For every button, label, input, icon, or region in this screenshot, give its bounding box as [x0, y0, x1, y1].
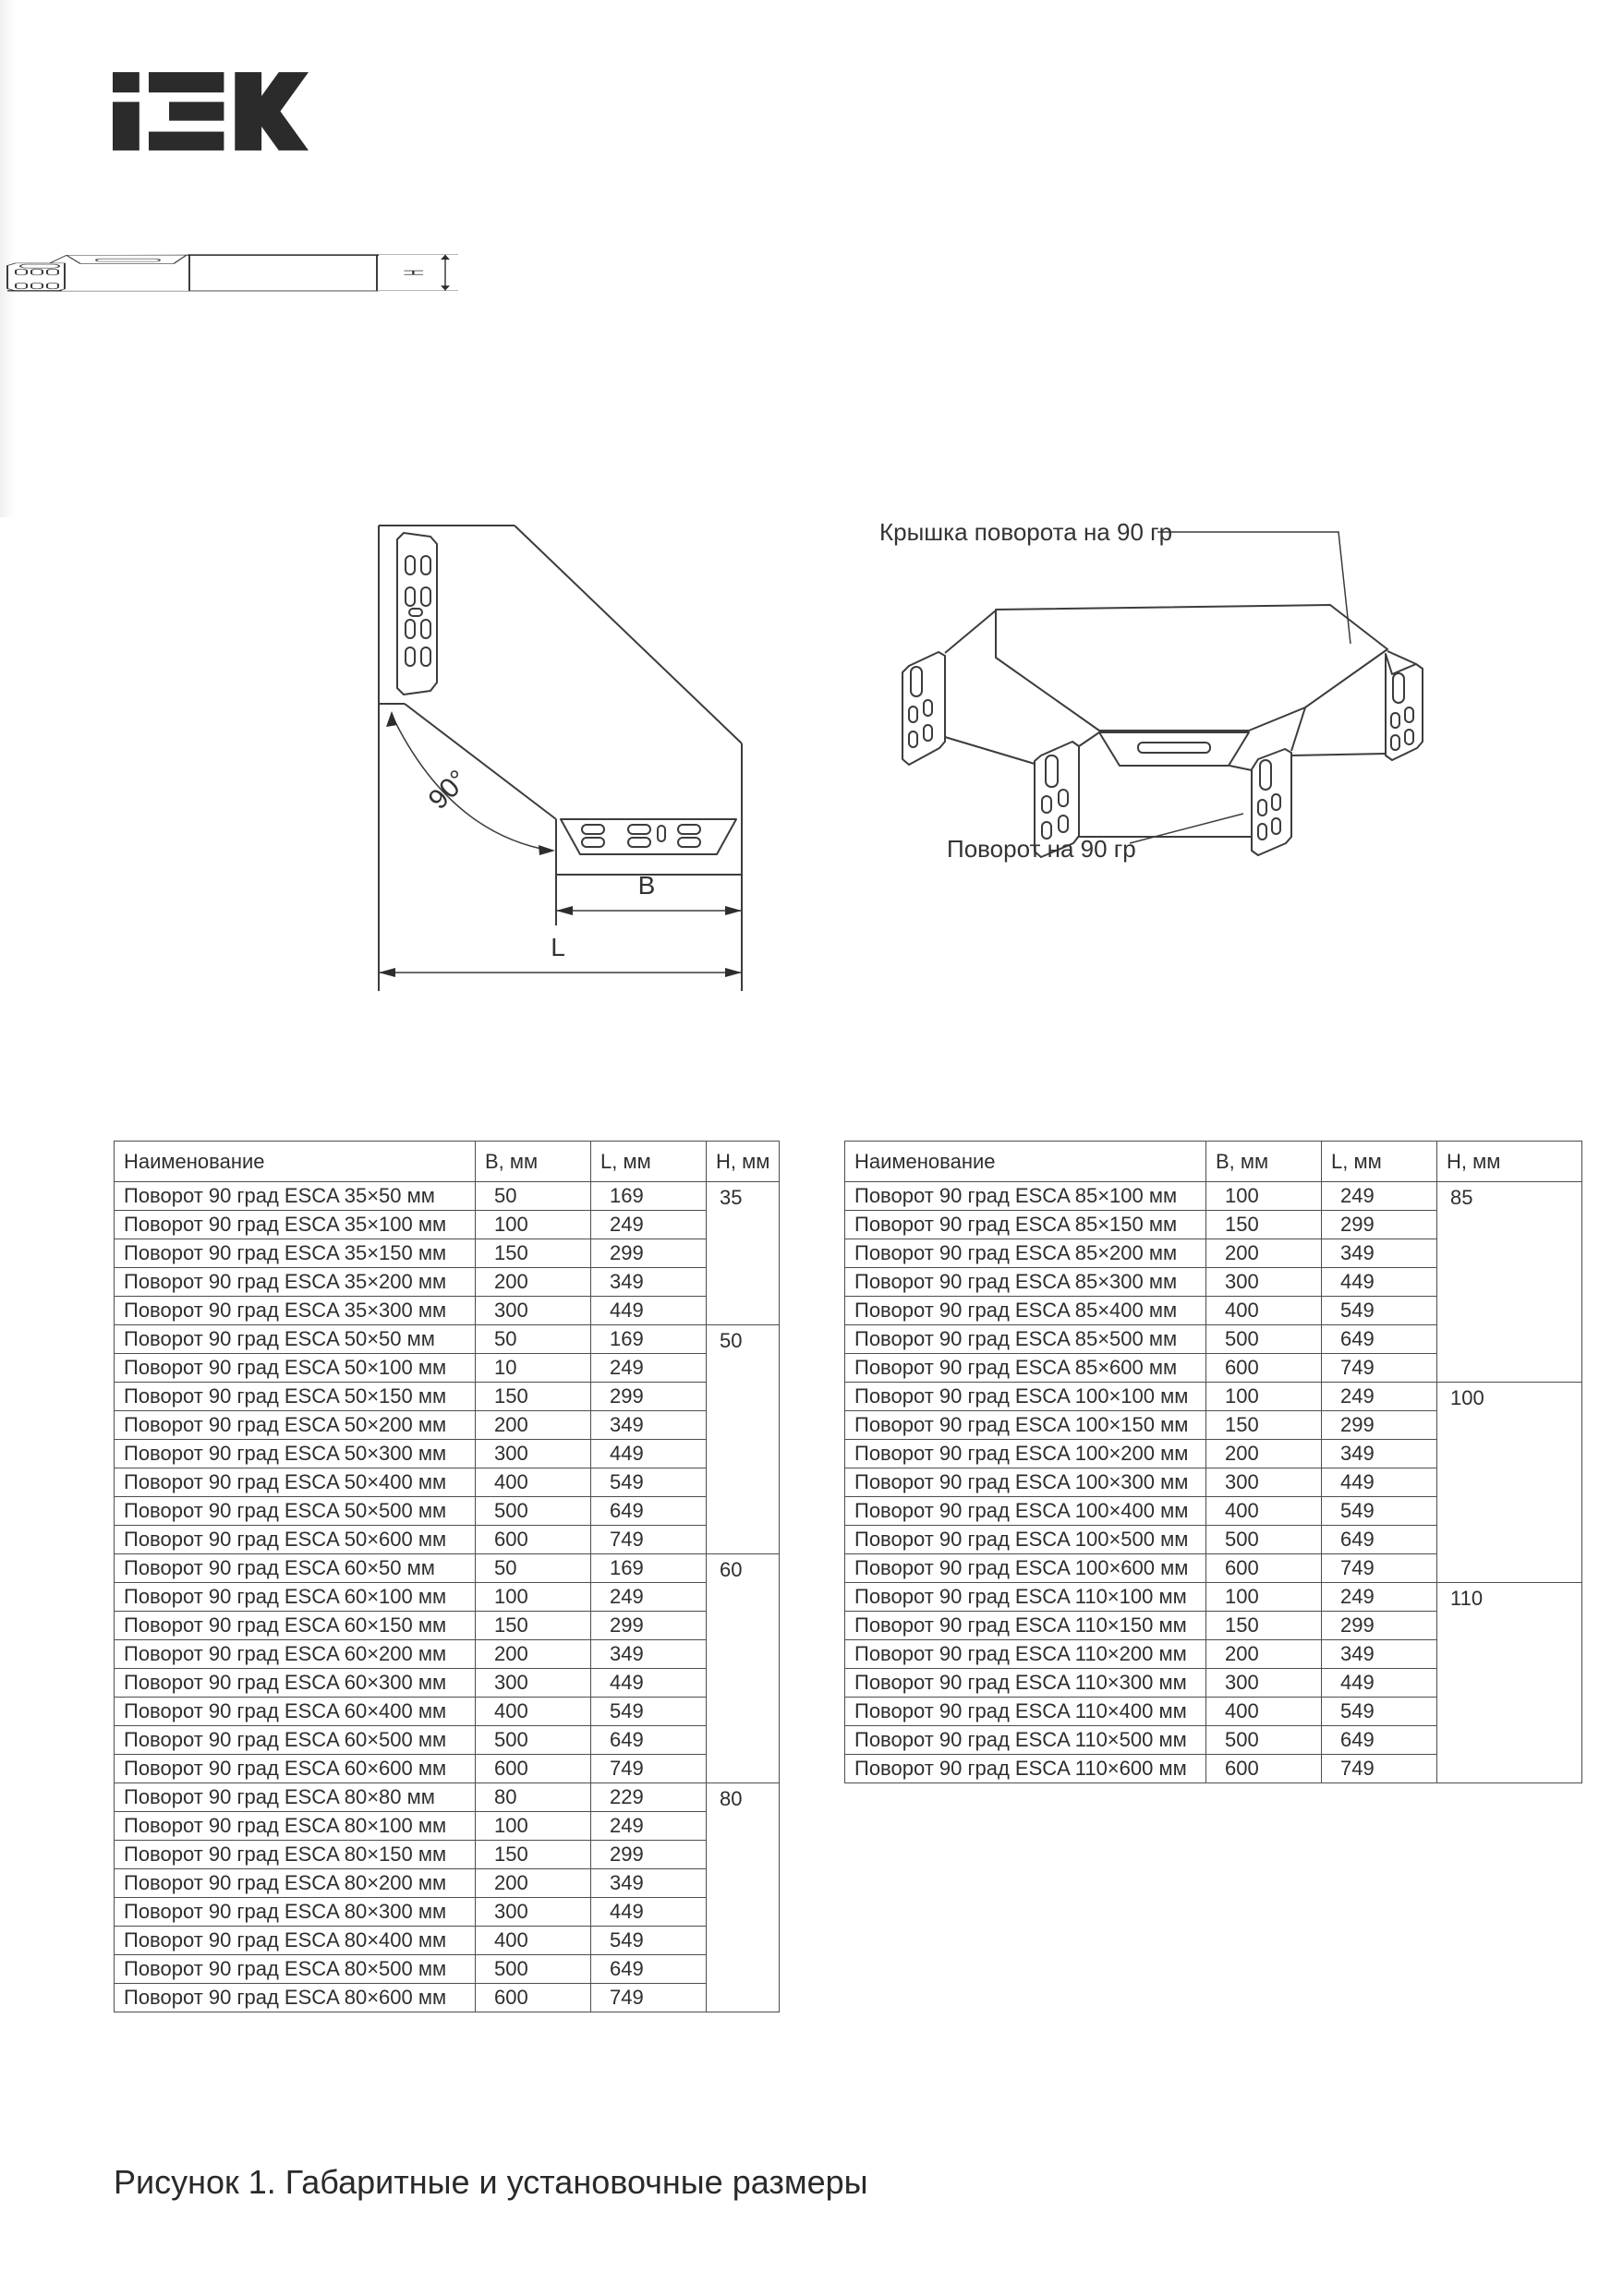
table-cell: 349	[1322, 1640, 1437, 1669]
figure-caption: Рисунок 1. Габаритные и установочные размеры	[114, 2163, 868, 2201]
table-row	[115, 1841, 780, 1869]
table-cell: Поворот 90 град ESCA 50×100 мм	[115, 1354, 476, 1383]
table-cell: Поворот 90 град ESCA 80×300 мм	[115, 1898, 476, 1927]
table-cell: Поворот 90 град ESCA 110×300 мм	[845, 1669, 1206, 1698]
table-cell: 299	[1322, 1411, 1437, 1440]
table-row	[115, 1640, 780, 1669]
table-cell: 200	[476, 1640, 591, 1669]
table-cell: 249	[591, 1583, 707, 1612]
table-row	[115, 1869, 780, 1898]
table-cell: 449	[1322, 1468, 1437, 1497]
table-cell: Поворот 90 град ESCA 100×400 мм	[845, 1497, 1206, 1526]
table-row	[115, 1182, 780, 1211]
header-l: L, мм	[1322, 1142, 1437, 1182]
table-cell: Поворот 90 град ESCA 80×150 мм	[115, 1841, 476, 1869]
table-cell: 169	[591, 1554, 707, 1583]
table-cell: 80	[707, 1783, 780, 2012]
table-cell: Поворот 90 град ESCA 100×150 мм	[845, 1411, 1206, 1440]
table-cell: 649	[1322, 1526, 1437, 1554]
table-cell: Поворот 90 град ESCA 100×200 мм	[845, 1440, 1206, 1468]
table-cell: Поворот 90 град ESCA 50×300 мм	[115, 1440, 476, 1468]
table-cell: 299	[591, 1383, 707, 1411]
table-cell: Поворот 90 град ESCA 85×500 мм	[845, 1325, 1206, 1354]
table-cell: 249	[1322, 1383, 1437, 1411]
table-cell: 300	[476, 1440, 591, 1468]
table-cell: Поворот 90 град ESCA 60×50 мм	[115, 1554, 476, 1583]
table-cell: 150	[476, 1841, 591, 1869]
table-cell: 150	[476, 1239, 591, 1268]
table-row	[115, 1755, 780, 1783]
isometric-drawing	[868, 508, 1506, 887]
cover-leader-line	[1157, 532, 1351, 644]
table-cell: 200	[1206, 1640, 1322, 1669]
table-cell: 200	[476, 1268, 591, 1297]
table-cell: Поворот 90 град ESCA 100×500 мм	[845, 1526, 1206, 1554]
table-cell: 80	[476, 1783, 591, 1812]
table-cell: Поворот 90 град ESCA 60×150 мм	[115, 1612, 476, 1640]
table-cell: Поворот 90 град ESCA 60×600 мм	[115, 1755, 476, 1783]
table-cell: 85	[1437, 1182, 1582, 1383]
table-row	[115, 1239, 780, 1268]
table-row	[115, 1325, 780, 1354]
table-cell: 100	[1206, 1583, 1322, 1612]
table-cell: 549	[1322, 1297, 1437, 1325]
table-cell: 169	[591, 1325, 707, 1354]
table-cell: 300	[1206, 1268, 1322, 1297]
table-cell: Поворот 90 град ESCA 85×150 мм	[845, 1211, 1206, 1239]
table-cell: Поворот 90 град ESCA 60×500 мм	[115, 1726, 476, 1755]
table-cell: 500	[1206, 1526, 1322, 1554]
table-cell: 50	[476, 1182, 591, 1211]
table-cell: Поворот 90 град ESCA 50×50 мм	[115, 1325, 476, 1354]
table-row	[115, 1726, 780, 1755]
end-plate-left-outline	[397, 533, 437, 695]
turn-leader-line	[1130, 814, 1243, 843]
table-row	[115, 1612, 780, 1640]
table-cell: 100	[476, 1812, 591, 1841]
table-cell: 200	[1206, 1239, 1322, 1268]
cover-callout-label: Крышка поворота на 90 гр	[879, 518, 1173, 546]
table-cell: Поворот 90 град ESCA 80×600 мм	[115, 1984, 476, 2012]
table-row	[845, 1583, 1582, 1612]
table-cell: 749	[591, 1984, 707, 2012]
table-cell: 300	[1206, 1468, 1322, 1497]
table-cell: Поворот 90 град ESCA 60×100 мм	[115, 1583, 476, 1612]
table-row	[115, 1927, 780, 1955]
table-cell: Поворот 90 град ESCA 85×200 мм	[845, 1239, 1206, 1268]
table-cell: 649	[1322, 1726, 1437, 1755]
table-cell: 749	[1322, 1354, 1437, 1383]
table-cell: Поворот 90 град ESCA 110×100 мм	[845, 1583, 1206, 1612]
table-cell: 449	[591, 1669, 707, 1698]
table-cell: Поворот 90 град ESCA 50×150 мм	[115, 1383, 476, 1411]
table-cell: 150	[476, 1383, 591, 1411]
table-row	[115, 1211, 780, 1239]
table-cell: 100	[1437, 1383, 1582, 1583]
table-cell: 150	[1206, 1411, 1322, 1440]
header-b: B, мм	[1206, 1142, 1322, 1182]
table-cell: 169	[591, 1182, 707, 1211]
table-cell: 249	[1322, 1583, 1437, 1612]
table-cell: 649	[591, 1497, 707, 1526]
table-cell: 249	[1322, 1182, 1437, 1211]
table-cell: 400	[1206, 1497, 1322, 1526]
table-cell: 449	[591, 1898, 707, 1927]
table-cell: 600	[476, 1755, 591, 1783]
table-cell: 299	[591, 1612, 707, 1640]
table-cell: 299	[1322, 1211, 1437, 1239]
table-cell: 200	[1206, 1440, 1322, 1468]
table-cell: 35	[707, 1182, 780, 1325]
table-cell: Поворот 90 град ESCA 100×100 мм	[845, 1383, 1206, 1411]
table-row	[115, 1955, 780, 1984]
header-h: H, мм	[1437, 1142, 1582, 1182]
table-cell: 449	[1322, 1669, 1437, 1698]
table-cell: 10	[476, 1354, 591, 1383]
table-cell: 600	[1206, 1755, 1322, 1783]
dimensions-table-right	[844, 1141, 1582, 1783]
table-cell: 749	[1322, 1755, 1437, 1783]
table-cell: 749	[591, 1526, 707, 1554]
dimensions-table-left	[114, 1141, 780, 2012]
table-cell: Поворот 90 град ESCA 60×300 мм	[115, 1669, 476, 1698]
table-cell: 349	[591, 1869, 707, 1898]
tray-body-outline	[189, 255, 377, 291]
table-cell: 349	[591, 1268, 707, 1297]
table-header-row	[115, 1142, 780, 1182]
table-cell: Поворот 90 град ESCA 85×100 мм	[845, 1182, 1206, 1211]
table-cell: 200	[476, 1411, 591, 1440]
cover-flange-outline	[67, 255, 187, 263]
table-cell: 600	[476, 1984, 591, 2012]
table-cell: 500	[1206, 1726, 1322, 1755]
table-cell: 200	[476, 1869, 591, 1898]
table-cell: 249	[591, 1812, 707, 1841]
table-row	[115, 1669, 780, 1698]
angle-arc	[392, 715, 551, 851]
table-cell: 100	[476, 1583, 591, 1612]
table-cell: Поворот 90 град ESCA 35×100 мм	[115, 1211, 476, 1239]
table-cell: Поворот 90 град ESCA 110×400 мм	[845, 1698, 1206, 1726]
side-view-drawing	[365, 269, 841, 503]
table-cell: Поворот 90 град ESCA 85×400 мм	[845, 1297, 1206, 1325]
dimension-label-b: B	[637, 871, 656, 900]
table-cell: 100	[476, 1211, 591, 1239]
table-cell: 60	[707, 1554, 780, 1783]
table-cell: Поворот 90 град ESCA 80×500 мм	[115, 1955, 476, 1984]
table-row	[115, 1440, 780, 1468]
table-cell: 500	[476, 1726, 591, 1755]
table-row	[115, 1554, 780, 1583]
table-cell: 50	[707, 1325, 780, 1554]
table-cell: Поворот 90 град ESCA 100×300 мм	[845, 1468, 1206, 1497]
table-cell: 549	[1322, 1698, 1437, 1726]
header-h: H, мм	[707, 1142, 780, 1182]
table-cell: Поворот 90 град ESCA 110×150 мм	[845, 1612, 1206, 1640]
table-cell: 300	[1206, 1669, 1322, 1698]
table-cell: 349	[1322, 1239, 1437, 1268]
table-cell: Поворот 90 град ESCA 80×100 мм	[115, 1812, 476, 1841]
table-cell: 299	[591, 1841, 707, 1869]
table-cell: Поворот 90 град ESCA 80×200 мм	[115, 1869, 476, 1898]
table-cell: 549	[1322, 1497, 1437, 1526]
turn-cover-outline	[996, 605, 1387, 731]
table-cell: 600	[1206, 1354, 1322, 1383]
table-cell: 150	[1206, 1211, 1322, 1239]
angle-label: 90°	[422, 764, 474, 816]
table-cell: 299	[591, 1239, 707, 1268]
header-name: Наименование	[845, 1142, 1206, 1182]
turn-callout-label: Поворот на 90 гр	[947, 835, 1136, 863]
table-header-row	[845, 1142, 1582, 1182]
table-cell: Поворот 90 град ESCA 60×200 мм	[115, 1640, 476, 1669]
table-row	[845, 1182, 1582, 1211]
table-cell: 400	[476, 1698, 591, 1726]
table-cell: 649	[591, 1955, 707, 1984]
table-cell: 249	[591, 1354, 707, 1383]
iek-logo	[113, 72, 309, 155]
table-cell: 400	[476, 1468, 591, 1497]
table-cell: Поворот 90 град ESCA 100×600 мм	[845, 1554, 1206, 1583]
front-plate-outline	[1099, 732, 1249, 766]
table-cell: 300	[476, 1898, 591, 1927]
table-row	[115, 1297, 780, 1325]
table-row	[115, 1268, 780, 1297]
table-cell: 649	[591, 1726, 707, 1755]
table-cell: Поворот 90 град ESCA 110×500 мм	[845, 1726, 1206, 1755]
table-cell: Поворот 90 град ESCA 35×200 мм	[115, 1268, 476, 1297]
table-cell: 349	[591, 1411, 707, 1440]
dimension-label-h: H	[397, 269, 430, 276]
table-cell: 100	[1206, 1182, 1322, 1211]
table-row	[115, 1411, 780, 1440]
table-cell: 150	[476, 1612, 591, 1640]
table-cell: Поворот 90 град ESCA 50×600 мм	[115, 1526, 476, 1554]
table-cell: 349	[1322, 1440, 1437, 1468]
table-cell: 449	[591, 1297, 707, 1325]
table-cell: Поворот 90 град ESCA 85×600 мм	[845, 1354, 1206, 1383]
table-cell: Поворот 90 град ESCA 110×200 мм	[845, 1640, 1206, 1669]
table-cell: 349	[591, 1640, 707, 1669]
table-row	[115, 1468, 780, 1497]
table-cell: Поворот 90 град ESCA 35×50 мм	[115, 1182, 476, 1211]
table-cell: Поворот 90 град ESCA 60×400 мм	[115, 1698, 476, 1726]
table-cell: 400	[1206, 1297, 1322, 1325]
table-row	[115, 1783, 780, 1812]
table-cell: Поворот 90 град ESCA 110×600 мм	[845, 1755, 1206, 1783]
table-row	[115, 1898, 780, 1927]
table-cell: 50	[476, 1554, 591, 1583]
header-b: B, мм	[476, 1142, 591, 1182]
table-cell: 600	[1206, 1554, 1322, 1583]
table-row	[115, 1354, 780, 1383]
table-cell: 400	[1206, 1698, 1322, 1726]
table-cell: 299	[1322, 1612, 1437, 1640]
table-cell: 600	[476, 1526, 591, 1554]
table-cell: 749	[591, 1755, 707, 1783]
table-cell: 300	[476, 1669, 591, 1698]
table-cell: Поворот 90 град ESCA 35×300 мм	[115, 1297, 476, 1325]
scan-edge-artifact	[0, 0, 15, 517]
table-cell: 549	[591, 1468, 707, 1497]
iek-logo-icon	[113, 72, 309, 151]
table-cell: 50	[476, 1325, 591, 1354]
table-cell: 150	[1206, 1612, 1322, 1640]
table-cell: 500	[476, 1955, 591, 1984]
table-row	[115, 1526, 780, 1554]
table-row	[115, 1383, 780, 1411]
table-cell: 229	[591, 1783, 707, 1812]
table-row	[115, 1583, 780, 1612]
table-cell: Поворот 90 град ESCA 35×150 мм	[115, 1239, 476, 1268]
table-cell: 549	[591, 1698, 707, 1726]
table-cell: Поворот 90 град ESCA 50×500 мм	[115, 1497, 476, 1526]
table-cell: Поворот 90 град ESCA 80×80 мм	[115, 1783, 476, 1812]
table-cell: 300	[476, 1297, 591, 1325]
table-cell: 449	[591, 1440, 707, 1468]
table-cell: Поворот 90 град ESCA 50×200 мм	[115, 1411, 476, 1440]
table-cell: 500	[476, 1497, 591, 1526]
header-l: L, мм	[591, 1142, 707, 1182]
table-row	[115, 1497, 780, 1526]
table-cell: 100	[1206, 1383, 1322, 1411]
table-cell: Поворот 90 град ESCA 85×300 мм	[845, 1268, 1206, 1297]
table-cell: 500	[1206, 1325, 1322, 1354]
table-cell: 400	[476, 1927, 591, 1955]
table-row	[845, 1383, 1582, 1411]
table-row	[115, 1812, 780, 1841]
table-row	[115, 1698, 780, 1726]
table-cell: 110	[1437, 1583, 1582, 1783]
table-cell: Поворот 90 град ESCA 50×400 мм	[115, 1468, 476, 1497]
table-cell: 749	[1322, 1554, 1437, 1583]
table-row	[115, 1984, 780, 2012]
table-cell: 549	[591, 1927, 707, 1955]
table-cell: 249	[591, 1211, 707, 1239]
header-name: Наименование	[115, 1142, 476, 1182]
table-cell: Поворот 90 град ESCA 80×400 мм	[115, 1927, 476, 1955]
table-cell: 649	[1322, 1325, 1437, 1354]
dimension-label-l: L	[551, 933, 565, 961]
table-cell: 449	[1322, 1268, 1437, 1297]
plan-view-drawing	[365, 513, 771, 1007]
